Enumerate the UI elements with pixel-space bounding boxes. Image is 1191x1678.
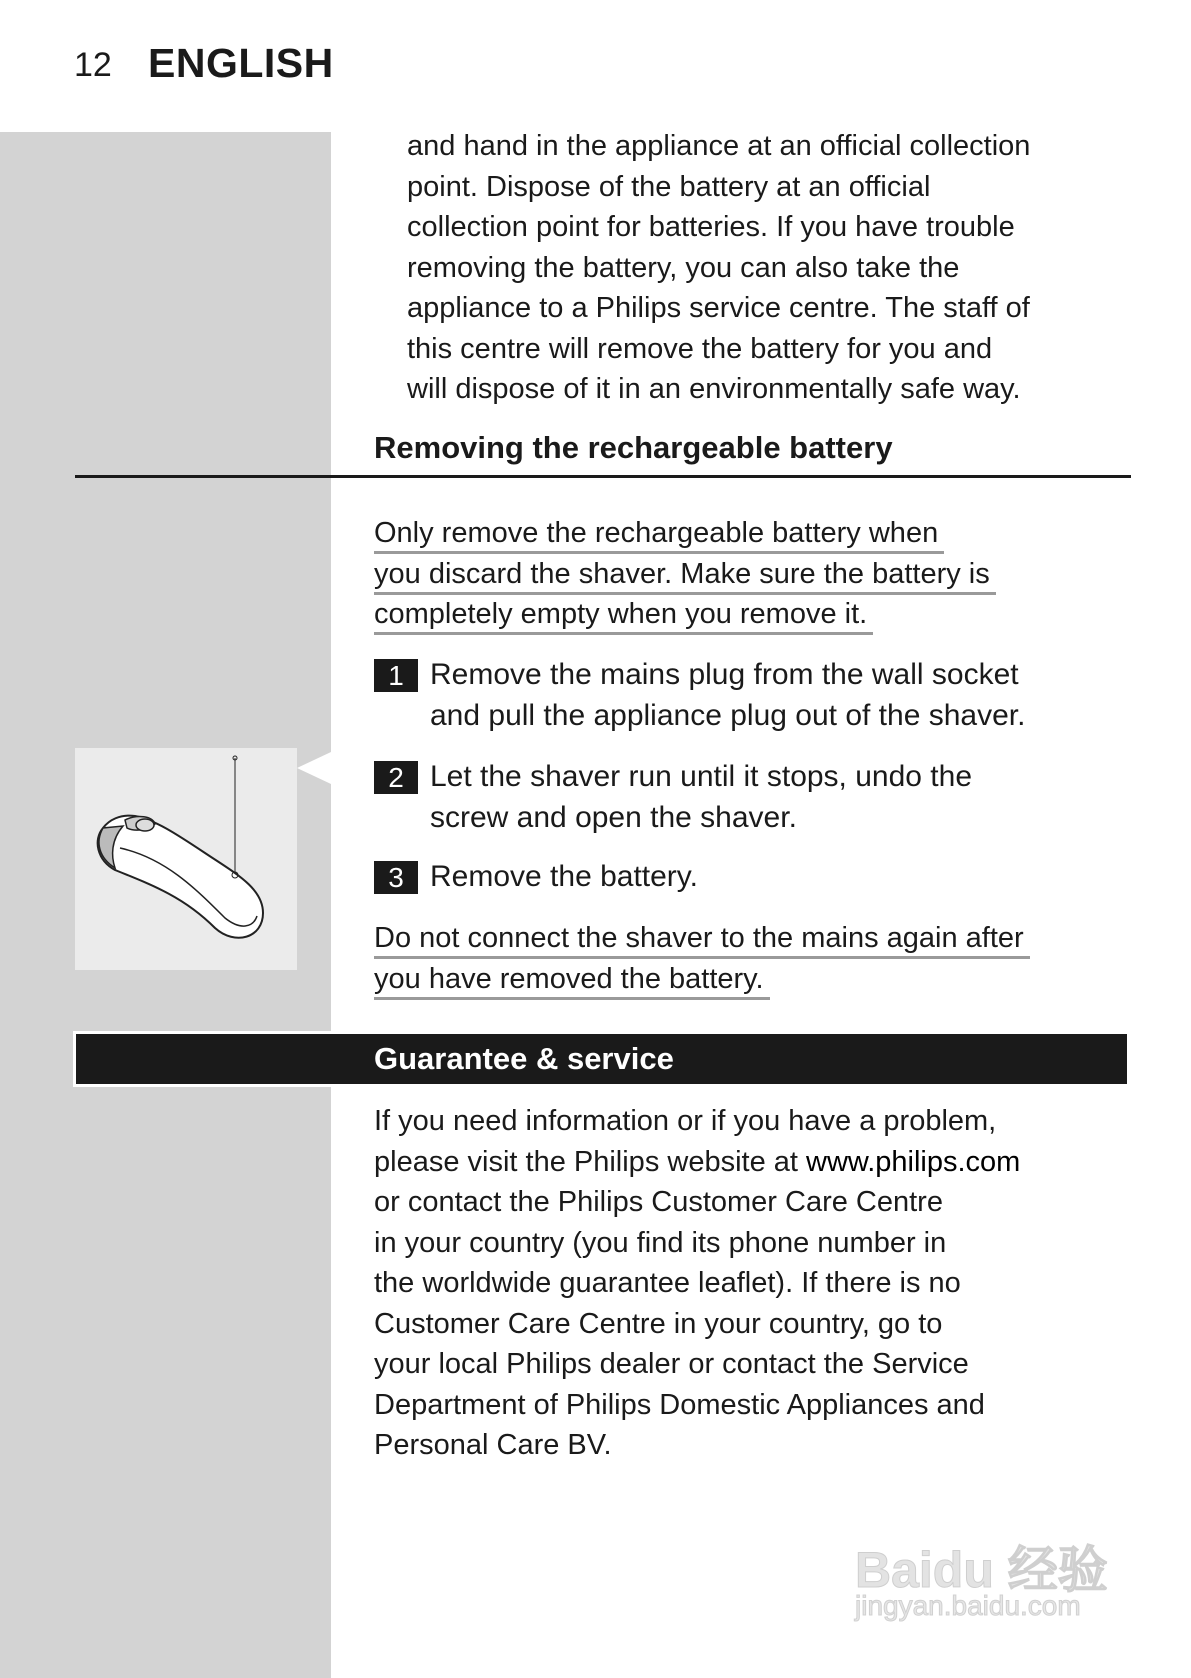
text-line: screw and open the shaver. (430, 800, 797, 834)
text-line: point. Dispose of the battery at an official (407, 170, 931, 203)
section-heading-guarantee (76, 1034, 1127, 1084)
section-heading-removing-battery: Removing the rechargeable battery (374, 430, 893, 465)
text-line: Let the shaver run until it stops, undo the (430, 760, 973, 793)
step-number: 2 (374, 761, 418, 794)
text-line: Customer Care Centre in your country, go to (374, 1307, 943, 1340)
text-line: collection point for batteries. If you have trouble (407, 211, 1015, 243)
text-line: you have removed the battery. (374, 961, 770, 1000)
text-line: Department of Philips Domestic Appliances and (374, 1388, 985, 1421)
watermark-logo: Baidu 经验 (855, 1542, 1108, 1598)
figure-pointer (297, 752, 331, 784)
step-2 (374, 757, 972, 838)
section-rule (75, 475, 1131, 478)
page-number: 12 (74, 46, 112, 84)
text-line: and hand in the appliance at an official collection (407, 130, 1031, 162)
text-line: Do not connect the shaver to the mains again after (374, 920, 1030, 959)
text-line: Personal Care BV. (374, 1429, 612, 1461)
text-line: completely empty when you remove it. (374, 596, 873, 635)
text-line: in your country (you find its phone number in (374, 1226, 947, 1259)
step-number: 3 (374, 861, 418, 894)
text-line: this centre will remove the battery for you and (407, 332, 993, 365)
text-line: you discard the shaver. Make sure the battery is (374, 556, 996, 595)
text-line: appliance to a Philips service centre. The staff of (407, 292, 1030, 324)
watermark-url: jingyan.baidu.com (855, 1590, 1081, 1621)
text-line: your local Philips dealer or contact the Service (374, 1348, 969, 1380)
warning-mains (374, 918, 1030, 999)
text-line: If you need information or if you have a problem, (374, 1105, 997, 1137)
step-number: 1 (374, 659, 418, 692)
page-language-title: ENGLISH (148, 40, 334, 86)
text-line: and pull the appliance plug out of the shaver. (430, 698, 1026, 732)
text-line: removing the battery, you can also take the (407, 251, 960, 284)
warning-discard (374, 513, 996, 635)
step-1 (374, 655, 1025, 736)
intro-paragraph (407, 126, 1030, 410)
shaver-icon (75, 748, 297, 970)
text-line: Remove the mains plug from the wall socket (430, 658, 1019, 691)
guarantee-paragraph (374, 1101, 1020, 1466)
philips-website-link[interactable]: www.philips.com (806, 1145, 1021, 1178)
text-line: or contact the Philips Customer Care Centre (374, 1186, 943, 1218)
text-line: please visit the Philips website at (374, 1145, 806, 1178)
section-title: Guarantee & service (374, 1041, 674, 1076)
step-3 (374, 857, 698, 898)
text-line: Only remove the rechargeable battery when (374, 515, 944, 554)
text-line: Remove the battery. (430, 860, 698, 893)
shaver-illustration (75, 748, 297, 970)
text-line: the worldwide guarantee leaflet). If there is no (374, 1267, 961, 1299)
text-line: will dispose of it in an environmentally safe way. (407, 373, 1021, 405)
